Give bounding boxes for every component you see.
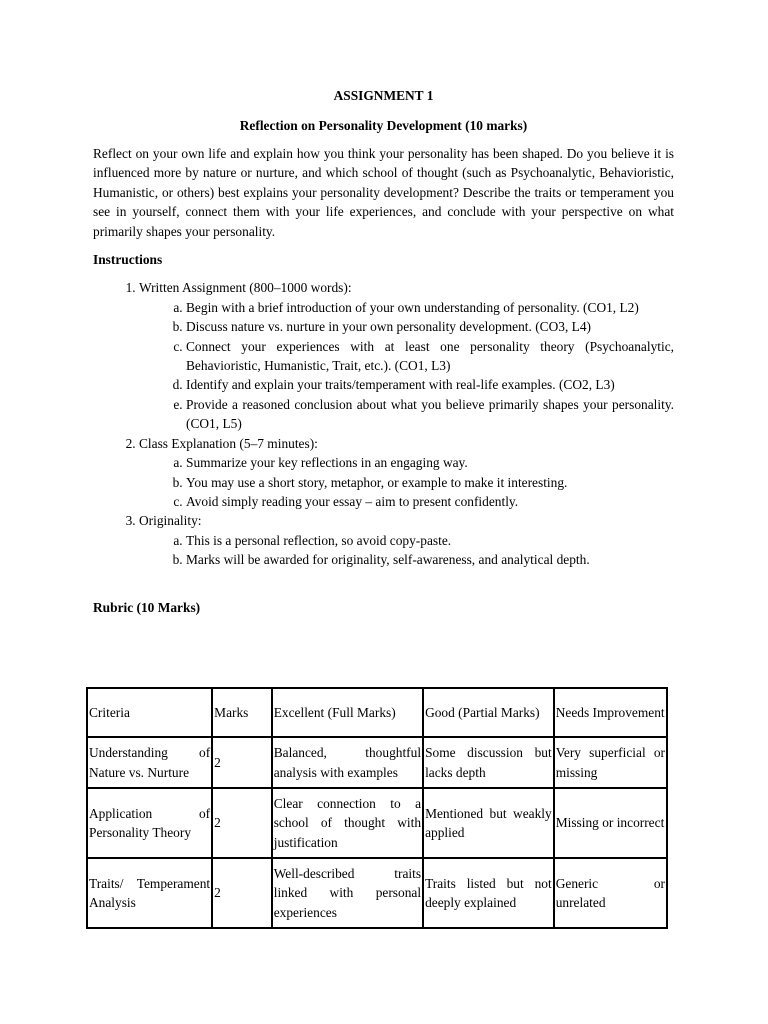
rubric-table (86, 687, 668, 929)
excellent-cell: Balanced, thoughtful analysis with examples (272, 737, 423, 788)
assignment-subtitle: Reflection on Personality Development (10 marks) (239, 118, 528, 133)
marks-cell: 2 (212, 788, 272, 858)
instruction-item (139, 278, 674, 433)
table-row (87, 788, 667, 858)
marks-cell: 2 (212, 858, 272, 928)
instruction-sublist (139, 453, 674, 511)
instruction-subitem: a. Summarize your key reflections in an engaging way. (186, 453, 674, 472)
instruction-label: Originality: (139, 513, 202, 529)
instruction-subitem: c. Avoid simply reading your essay – aim to present confidently. (186, 492, 674, 511)
instructions-heading: Instructions (93, 252, 163, 268)
instruction-subitem: c. Connect your experiences with at least one personality theory (Psychoanalytic, Behavioristic, Humanistic, Trait, etc.). (CO1, L3) (186, 337, 674, 376)
instruction-label: Written Assignment (800–1000 words): (139, 280, 352, 296)
rubric-heading: Rubric (10 Marks) (93, 599, 201, 615)
instruction-subitem: b. You may use a short story, metaphor, or example to make it interesting. (186, 473, 674, 492)
instruction-sublist (139, 298, 674, 434)
instruction-subitem: e. Provide a reasoned conclusion about what you believe primarily shapes your personality. (CO1, L5) (186, 395, 674, 434)
header-needs-improvement: Needs Improvement (554, 688, 667, 737)
needs-improvement-cell: Generic or unrelated (554, 858, 667, 928)
criteria-cell: Application of Personality Theory (87, 788, 212, 858)
header-marks: Marks (212, 688, 272, 737)
table-header-row (87, 688, 667, 737)
instruction-subitem: a. This is a personal reflection, so avoid copy-paste. (186, 531, 674, 550)
good-cell: Mentioned but weakly applied (423, 788, 554, 858)
excellent-cell: Well-described traits linked with personal experiences (272, 858, 423, 928)
instruction-subitem: a. Begin with a brief introduction of your own understanding of personality. (CO1, L2) (186, 298, 674, 317)
excellent-cell: Clear connection to a school of thought with justification (272, 788, 423, 858)
good-cell: Traits listed but not deeply explained (423, 858, 554, 928)
table-row (87, 858, 667, 928)
instruction-item (139, 511, 674, 569)
assignment-title: ASSIGNMENT 1 (333, 88, 434, 103)
intro-paragraph: Reflect on your own life and explain how you think your personality has been shaped. Do you believe it is influenced more by nature or nurture, and which school of thought (such as Psychoanalytic, Behavioristic, Humanistic, or others) best explains your personality development? Describe the traits or temperament you see in yourself, connect them with your life experiences, and conclude with your perspective on what primarily shapes your personality. (93, 146, 674, 239)
criteria-cell: Understanding of Nature vs. Nurture (87, 737, 212, 788)
needs-improvement-cell: Missing or incorrect (554, 788, 667, 858)
document-body (93, 86, 674, 617)
header-good: Good (Partial Marks) (423, 688, 554, 737)
table-row (87, 737, 667, 788)
marks-cell: 2 (212, 737, 272, 788)
instruction-subitem: b. Discuss nature vs. nurture in your own personality development. (CO3, L4) (186, 317, 674, 336)
instruction-label: Class Explanation (5–7 minutes): (139, 435, 318, 451)
instructions-list (93, 278, 674, 569)
needs-improvement-cell: Very superficial or missing (554, 737, 667, 788)
instruction-item (139, 434, 674, 512)
good-cell: Some discussion but lacks depth (423, 737, 554, 788)
instruction-sublist (139, 531, 674, 570)
header-excellent: Excellent (Full Marks) (272, 688, 423, 737)
instruction-subitem: d. Identify and explain your traits/temperament with real-life examples. (CO2, L3) (186, 375, 674, 394)
header-criteria: Criteria (87, 688, 212, 737)
criteria-cell: Traits/ Temperament Analysis (87, 858, 212, 928)
instruction-subitem: b. Marks will be awarded for originality, self-awareness, and analytical depth. (186, 550, 674, 569)
